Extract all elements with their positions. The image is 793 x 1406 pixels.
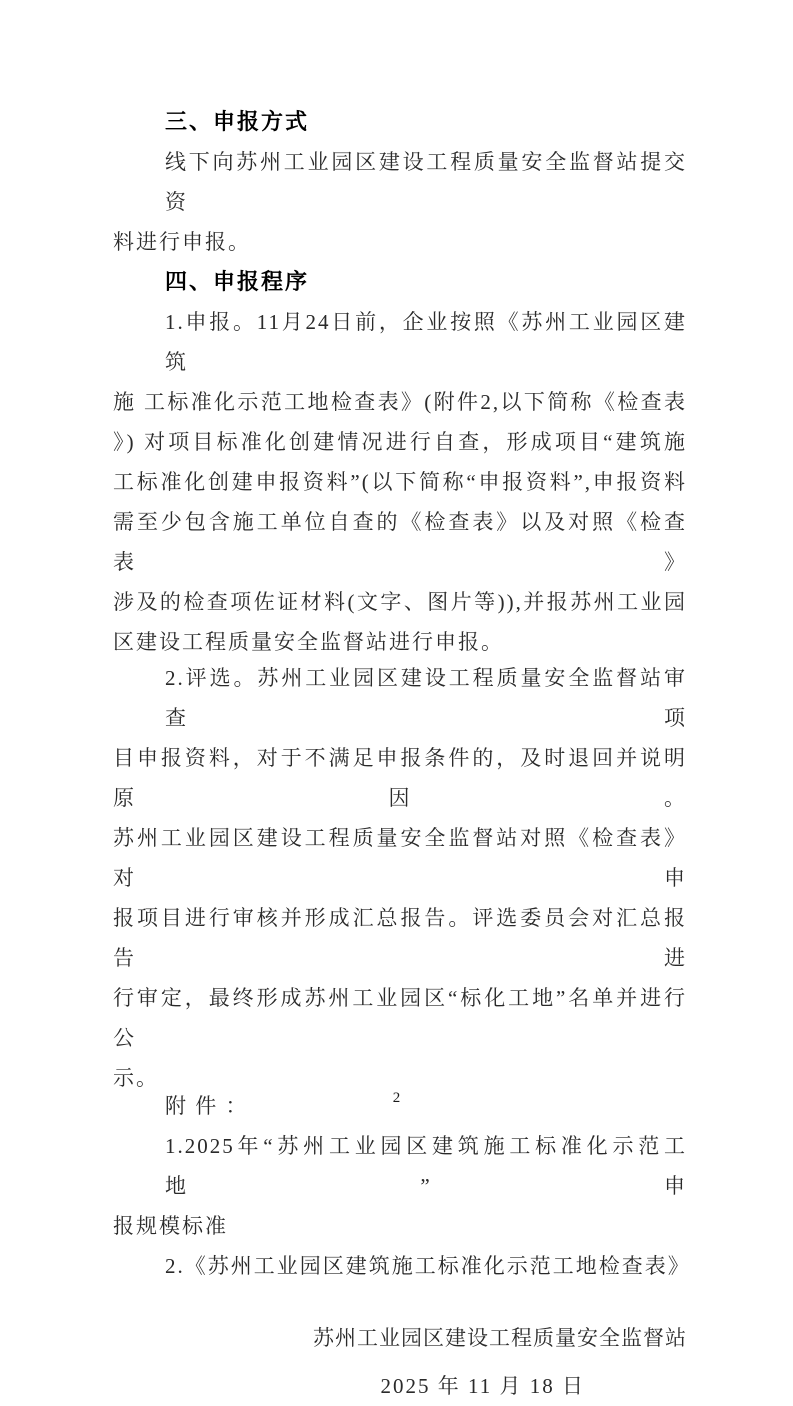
section-4-heading: 四、申报程序: [165, 269, 310, 294]
text-line: 料进行申报。: [113, 230, 251, 254]
text-line: 涉及的检查项佐证材料(文字、图片等)),并报苏州工业园: [113, 590, 687, 614]
page-number: 2: [392, 1090, 401, 1106]
text-line: 需至少包含施工单位自查的《检查表》以及对照《检查表》: [113, 510, 687, 574]
text-line: 施 工标准化示范工地检查表》(附件2,以下简称《检查表: [113, 390, 687, 414]
text-line: 1.申报。11月24日前，企业按照《苏州工业园区建筑: [165, 310, 687, 374]
attachment-item-1: [113, 1126, 687, 1246]
text-line: 线下向苏州工业园区建设工程质量安全监督站提交资: [165, 150, 687, 214]
attachment-item-2: 2.《苏州工业园区建筑施工标准化示范工地检查表》: [165, 1254, 691, 1278]
text-line: 》) 对项目标准化创建情况进行自查，形成项目“建筑施: [113, 430, 687, 454]
attachments-label: 附 件 ：: [165, 1094, 249, 1118]
text-line: 苏州工业园区建设工程质量安全监督站对照《检查表》对申: [113, 826, 687, 890]
issuer-signature: 苏州工业园区建设工程质量安全监督站: [313, 1326, 687, 1350]
section-3-paragraph: [113, 142, 687, 262]
text-line: 示。: [113, 1066, 159, 1090]
text-line: 工标准化创建申报资料”(以下简称“申报资料”,申报资料: [113, 470, 687, 494]
procedure-item-2: [113, 658, 687, 1098]
text-line: 区建设工程质量安全监督站进行申报。: [113, 630, 504, 654]
text-line: 行审定，最终形成苏州工业园区“标化工地”名单并进行公: [113, 986, 687, 1050]
document-content: [113, 102, 691, 1406]
text-line: 目申报资料，对于不满足申报条件的，及时退回并说明原因。: [113, 746, 687, 810]
text-line: 报规模标准: [113, 1214, 228, 1238]
text-line: 1.2025年“苏州工业园区建筑施工标准化示范工地”申: [165, 1134, 687, 1198]
text-line: 报项目进行审核并形成汇总报告。评选委员会对汇总报告进: [113, 906, 687, 970]
issue-date: 2025 年 11 月 18 日: [380, 1374, 585, 1398]
procedure-item-1: [113, 302, 687, 662]
section-3-heading: 三、申报方式: [165, 109, 310, 134]
text-line: 2.评选。苏州工业园区建设工程质量安全监督站审查项: [165, 666, 687, 730]
